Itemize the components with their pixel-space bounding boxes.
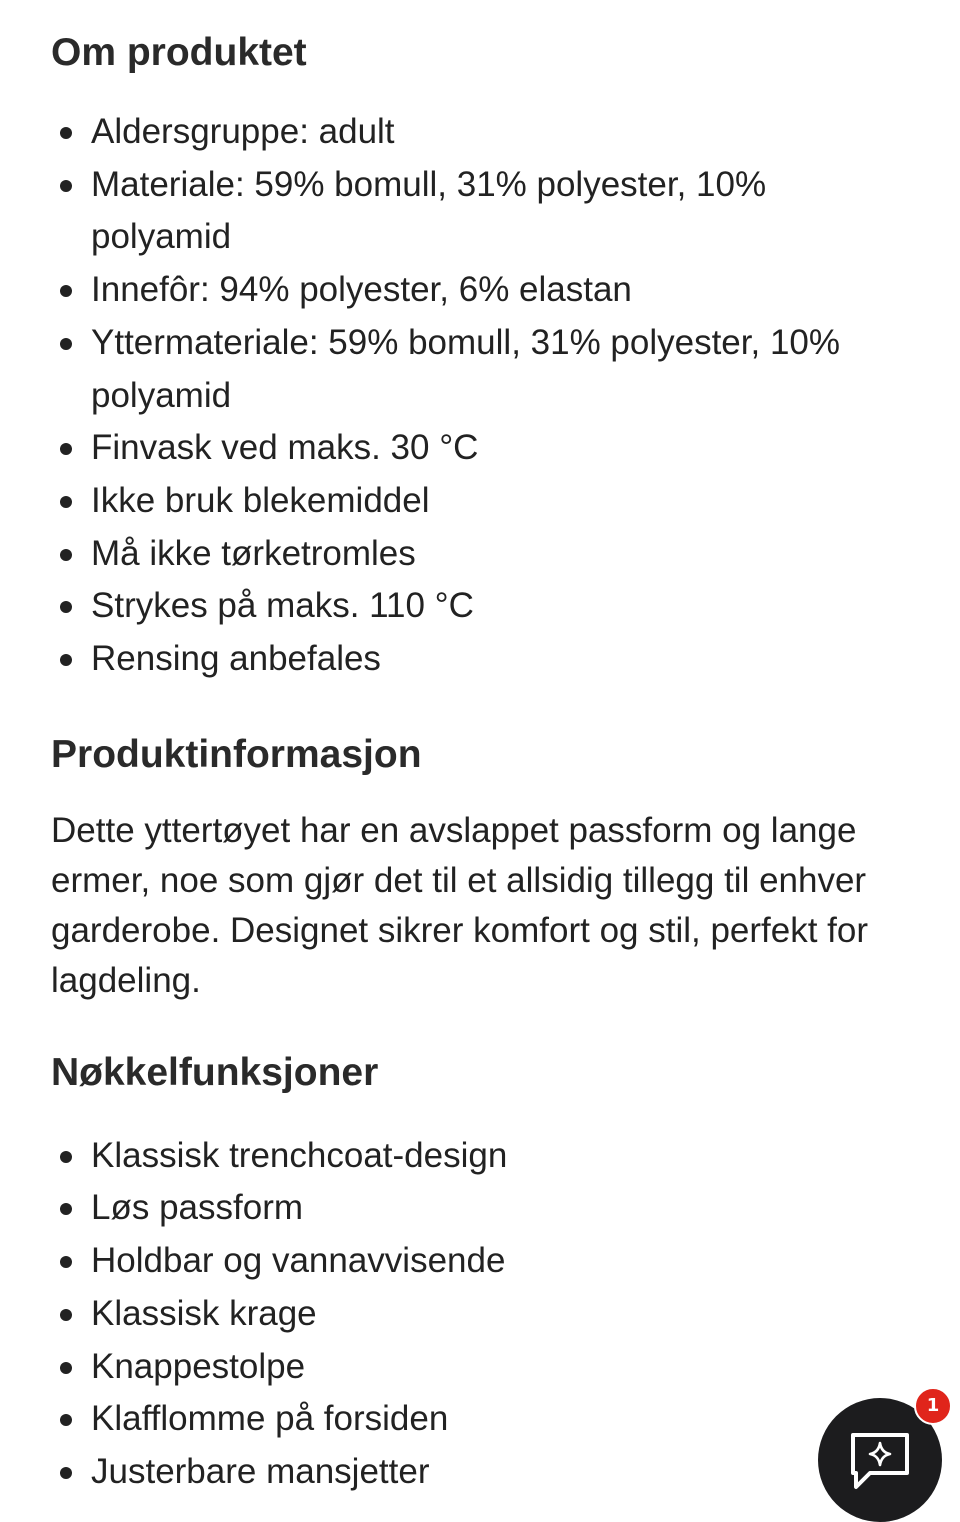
list-item: Løs passform: [51, 1182, 911, 1235]
list-item: Holdbar og vannavvisende: [51, 1235, 911, 1288]
list-item: Innefôr: 94% polyester, 6% elastan: [51, 264, 911, 317]
list-item: Finvask ved maks. 30 °C: [51, 422, 911, 475]
chat-sparkle-icon: [848, 1432, 912, 1492]
product-details: [51, 0, 911, 1499]
list-item: Klassisk trenchcoat-design: [51, 1130, 911, 1183]
list-item: Yttermateriale: 59% bomull, 31% polyester, 10% polyamid: [51, 317, 911, 422]
notification-badge: 1: [914, 1387, 952, 1425]
list-item: Aldersgruppe: adult: [51, 106, 911, 159]
list-item: Knappestolpe: [51, 1341, 911, 1394]
list-item: Ikke bruk blekemiddel: [51, 475, 911, 528]
section-title-product-info: Produktinformasjon: [51, 732, 422, 776]
list-item: Rensing anbefales: [51, 633, 911, 686]
list-item: Klassisk krage: [51, 1288, 911, 1341]
key-features-list: [51, 1130, 911, 1499]
section-title-about: Om produktet: [51, 31, 307, 74]
list-item: Materiale: 59% bomull, 31% polyester, 10% polyamid: [51, 159, 911, 264]
list-item: Justerbare mansjetter: [51, 1446, 911, 1499]
list-item: Klafflomme på forsiden: [51, 1393, 911, 1446]
about-list: [51, 106, 911, 686]
section-title-key-features: Nøkkelfunksjoner: [51, 1050, 379, 1094]
product-description: Dette yttertøyet har en avslappet passform og lange ermer, noe som gjør det til et allsidig tillegg til enhver garderobe. Designet sikrer komfort og stil, perfekt for lagdeling.: [51, 810, 869, 1000]
list-item: Må ikke tørketromles: [51, 528, 911, 581]
list-item: Strykes på maks. 110 °C: [51, 580, 911, 633]
